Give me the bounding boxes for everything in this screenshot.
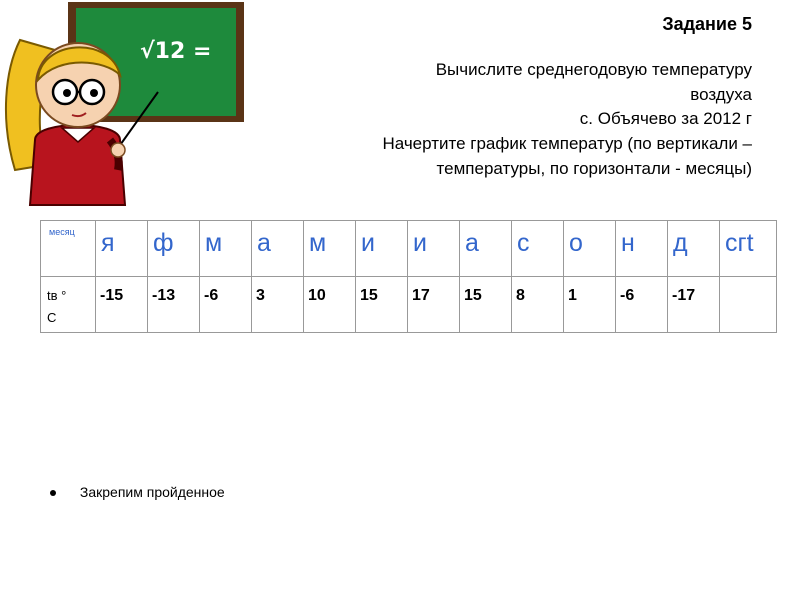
value-cell bbox=[460, 277, 512, 333]
row-label bbox=[41, 277, 95, 329]
task-title: Задание 5 bbox=[662, 14, 752, 34]
temperature-value: 17 bbox=[412, 287, 430, 304]
row-label-cell bbox=[41, 277, 96, 333]
month-label: д bbox=[673, 229, 688, 257]
task-line-2: воздуха bbox=[690, 84, 752, 104]
task-text bbox=[232, 58, 752, 181]
temperature-value: -13 bbox=[152, 287, 176, 304]
row-label-line-2: С bbox=[47, 310, 57, 326]
month-header-label: месяц bbox=[49, 227, 75, 237]
temperature-value: 10 bbox=[308, 287, 326, 304]
value-cell bbox=[148, 277, 200, 333]
month-cell bbox=[96, 221, 148, 277]
month-cell bbox=[252, 221, 304, 277]
temperature-value: 8 bbox=[516, 287, 525, 304]
task-line-3: с. Объячево за 2012 г bbox=[579, 109, 752, 129]
value-cell bbox=[356, 277, 408, 333]
value-cell bbox=[304, 277, 356, 333]
month-label: я bbox=[101, 229, 115, 257]
month-cell bbox=[668, 221, 720, 277]
value-cell bbox=[408, 277, 460, 333]
task-line-1: Вычислите среднегодовую температуру bbox=[435, 60, 752, 79]
month-cell bbox=[460, 221, 512, 277]
month-cell bbox=[616, 221, 668, 277]
month-label: н bbox=[621, 229, 635, 257]
month-label: а bbox=[257, 229, 271, 257]
month-cell bbox=[356, 221, 408, 277]
month-cell bbox=[200, 221, 252, 277]
month-cell bbox=[512, 221, 564, 277]
temperature-value: -15 bbox=[100, 287, 124, 304]
teacher-clipart bbox=[0, 0, 250, 215]
temperature-value: 15 bbox=[360, 287, 378, 304]
value-cell-empty bbox=[720, 277, 777, 333]
board-text: √12 = bbox=[140, 39, 212, 64]
month-cell bbox=[408, 221, 460, 277]
value-cell bbox=[252, 277, 304, 333]
month-label: и bbox=[361, 229, 375, 257]
month-label: с bbox=[517, 229, 530, 257]
month-label: о bbox=[569, 229, 583, 257]
month-cell bbox=[564, 221, 616, 277]
temperature-table bbox=[40, 220, 777, 333]
header-cell bbox=[41, 221, 96, 277]
footer-bullet-text: Закрепим пройденное bbox=[79, 484, 225, 500]
month-label: ф bbox=[153, 229, 174, 257]
value-cell bbox=[564, 277, 616, 333]
value-cell bbox=[616, 277, 668, 333]
month-label: а bbox=[465, 229, 479, 257]
value-cell bbox=[668, 277, 720, 333]
month-cell bbox=[720, 221, 777, 277]
task-line-5: температуры, по горизонтали - месяцы) bbox=[436, 158, 752, 178]
month-label: м bbox=[205, 229, 223, 257]
temperature-value: -6 bbox=[204, 287, 219, 304]
task-line-4: Начертите график температур (по вертикали – bbox=[382, 133, 752, 153]
temperature-value: 15 bbox=[464, 287, 482, 304]
month-label: м bbox=[309, 229, 327, 257]
month-label: и bbox=[413, 229, 427, 257]
month-label: сгt bbox=[725, 229, 754, 257]
temperature-value: -6 bbox=[620, 287, 635, 304]
temperature-value: 3 bbox=[256, 287, 265, 304]
value-cell bbox=[96, 277, 148, 333]
value-cell bbox=[512, 277, 564, 333]
bullet-icon bbox=[50, 490, 56, 496]
temperature-value: -17 bbox=[672, 287, 696, 304]
row-label-line-1: tв ° bbox=[47, 288, 67, 303]
temperature-value bbox=[720, 277, 776, 287]
month-cell bbox=[148, 221, 200, 277]
footer-bullet bbox=[50, 484, 225, 500]
value-cell bbox=[200, 277, 252, 333]
temperature-value: 1 bbox=[568, 287, 577, 304]
table-row-temperatures bbox=[41, 277, 777, 333]
table-row-months bbox=[41, 221, 777, 277]
month-cell bbox=[304, 221, 356, 277]
